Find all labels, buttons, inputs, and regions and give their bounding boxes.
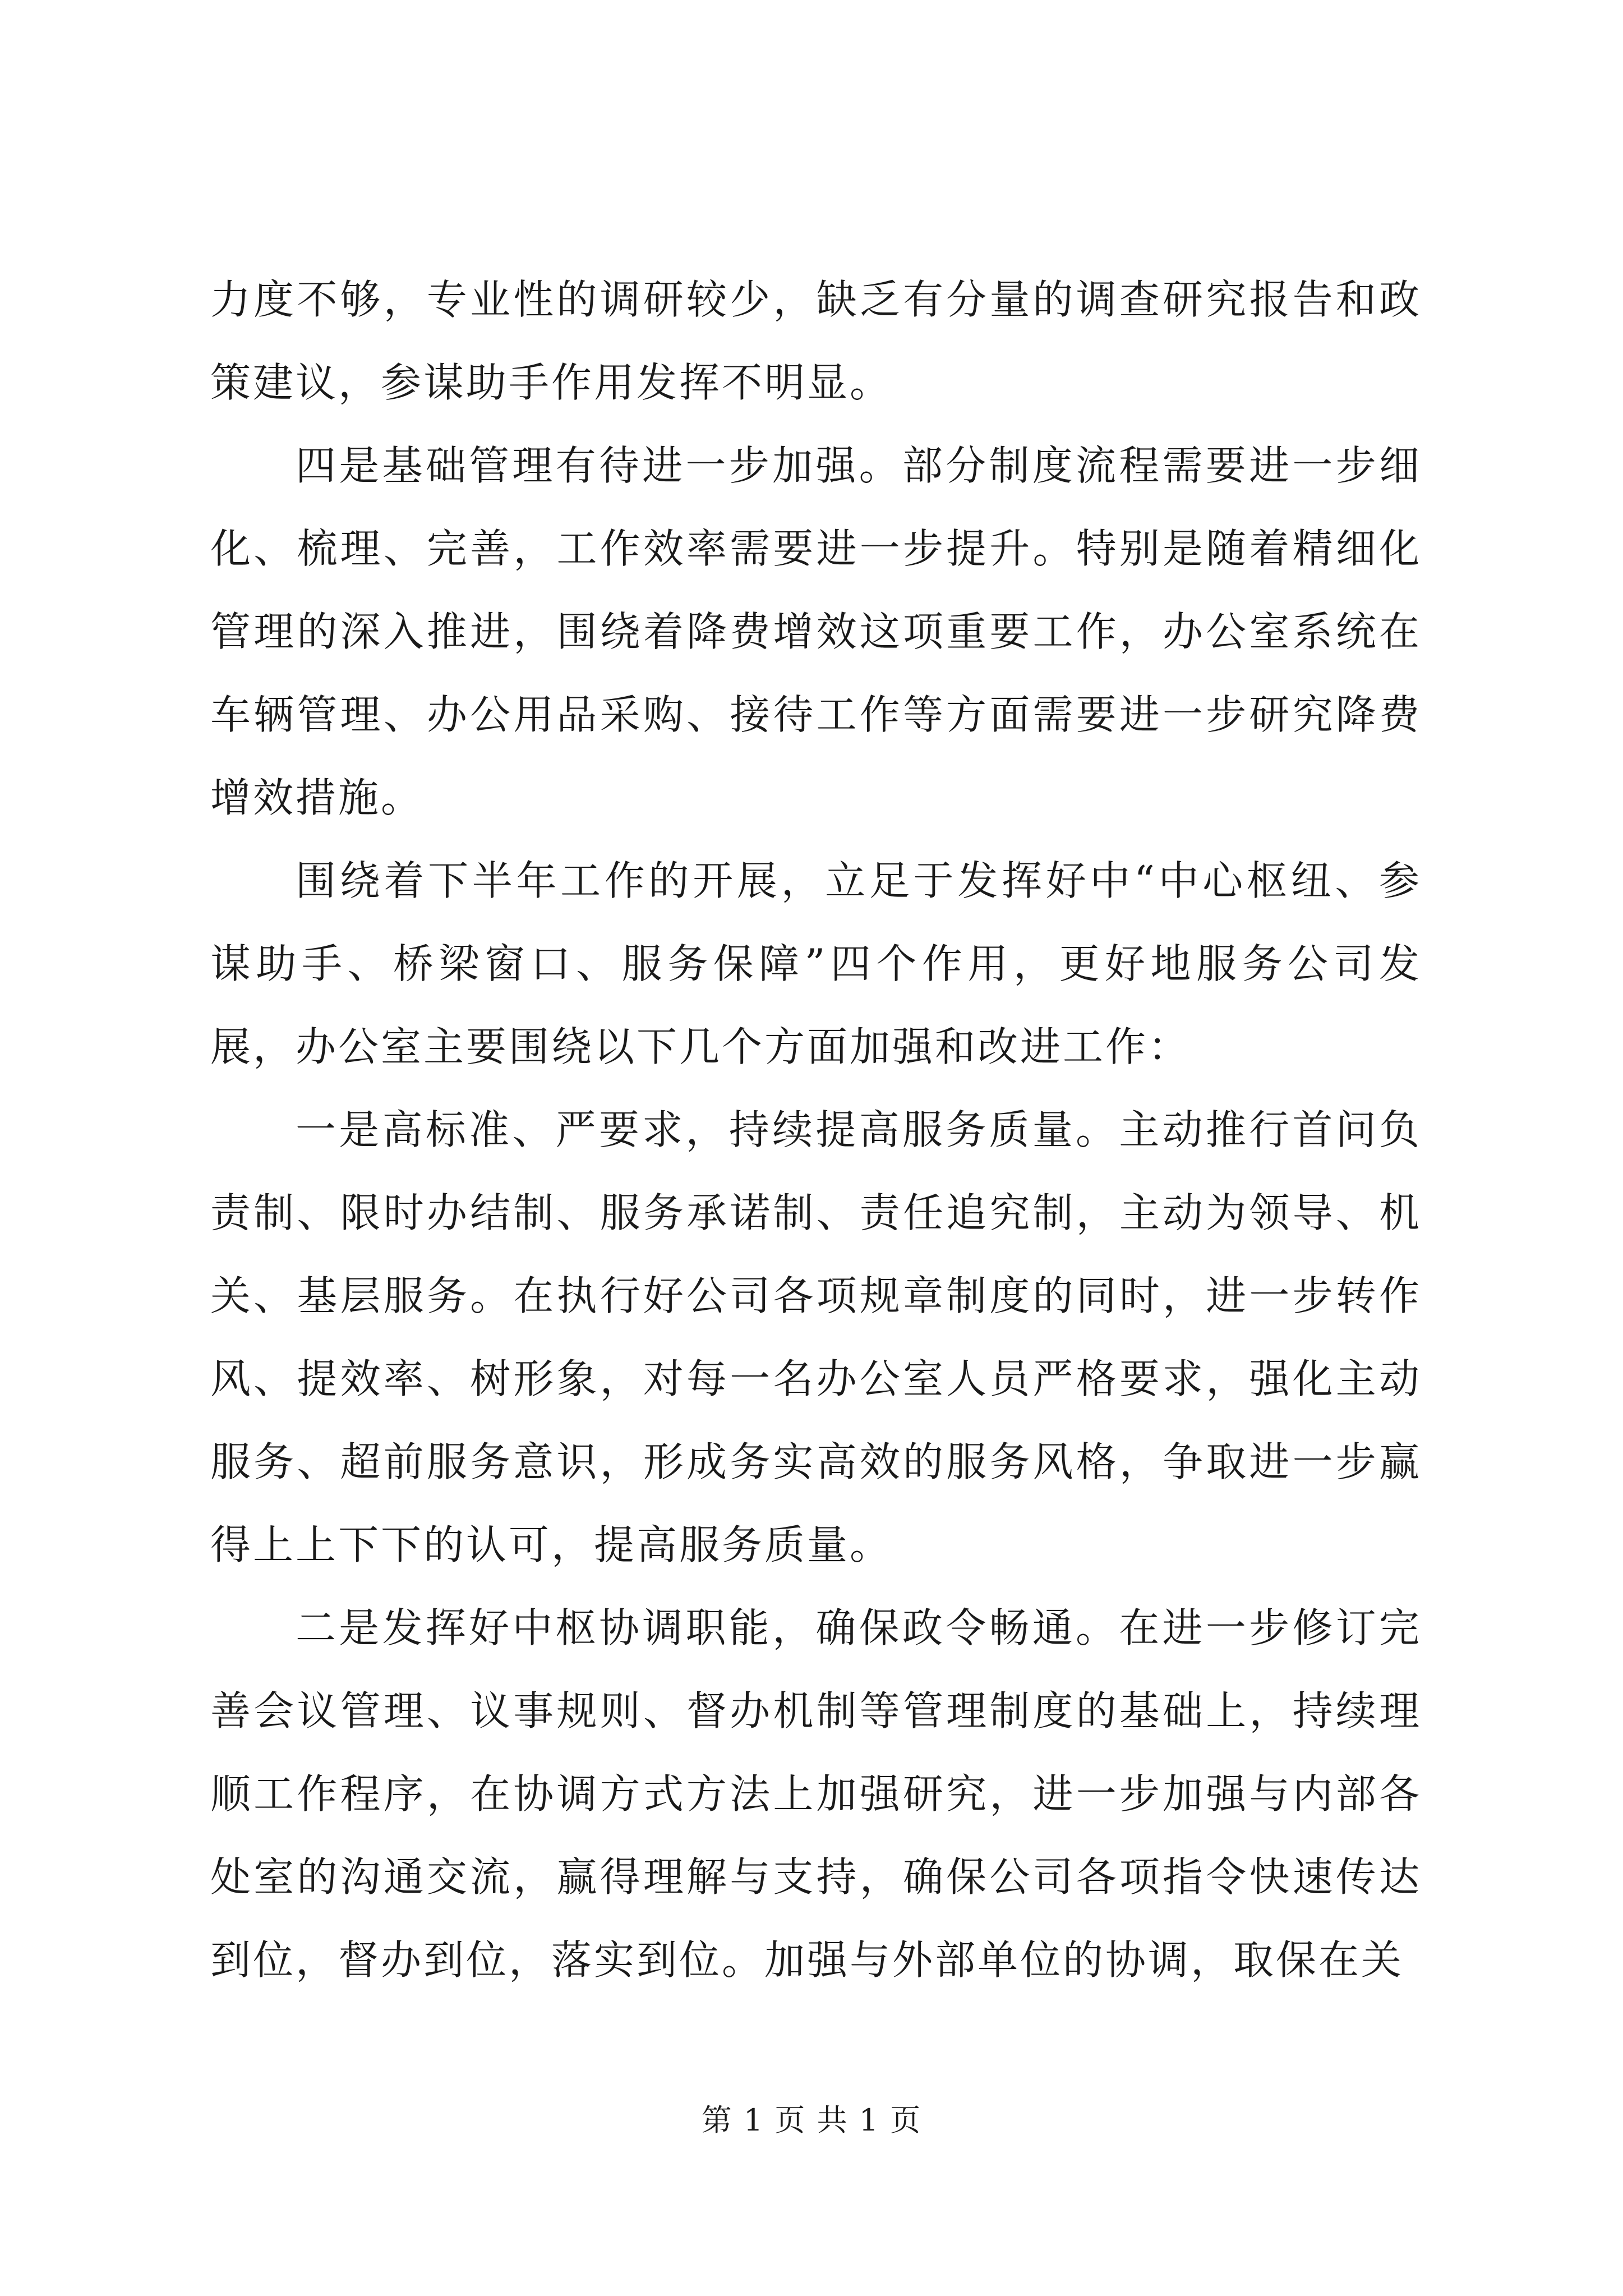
paragraph-second-half-plan: 围绕着下半年工作的开展，立足于发挥好中“中心枢纽、参谋助手、桥梁窗口、服务保障”四个作用，更好地服务公司发展，办公室主要围绕以下几个方面加强和改进工作： (210, 857, 1422, 1070)
document-body (210, 258, 1422, 2001)
paragraph-continuation: 力度不够，专业性的调研较少，缺乏有分量的调查研究报告和政策建议，参谋助手作用发挥不明显。 (210, 276, 1422, 406)
page-footer: 第 1 页 共 1 页 (701, 2102, 922, 2138)
paragraph-coordination: 二是发挥好中枢协调职能，确保政令畅通。在进一步修订完善会议管理、议事规则、督办机制等管理制度的基础上，持续理顺工作程序，在协调方式方法上加强研究，进一步加强与内部各处室的沟通交流，赢得理解与支持，确保公司各项指令快速传达到位，督办到位，落实到位。加强与外部单位的协调，取保在关 (210, 1604, 1422, 1984)
paragraph-basic-management: 四是基础管理有待进一步加强。部分制度流程需要进一步细化、梳理、完善，工作效率需要进一步提升。特别是随着精细化管理的深入推进，围绕着降费增效这项重要工作，办公室系统在车辆管理、办公用品采购、接待工作等方面需要进一步研究降费增效措施。 (210, 442, 1422, 821)
paragraph-service-quality: 一是高标准、严要求，持续提高服务质量。主动推行首问负责制、限时办结制、服务承诺制、责任追究制，主动为领导、机关、基层服务。在执行好公司各项规章制度的同时，进一步转作风、提效率、树形象，对每一名办公室人员严格要求，强化主动服务、超前服务意识，形成务实高效的服务风格，争取进一步赢得上上下下的认可，提高服务质量。 (210, 1106, 1422, 1568)
